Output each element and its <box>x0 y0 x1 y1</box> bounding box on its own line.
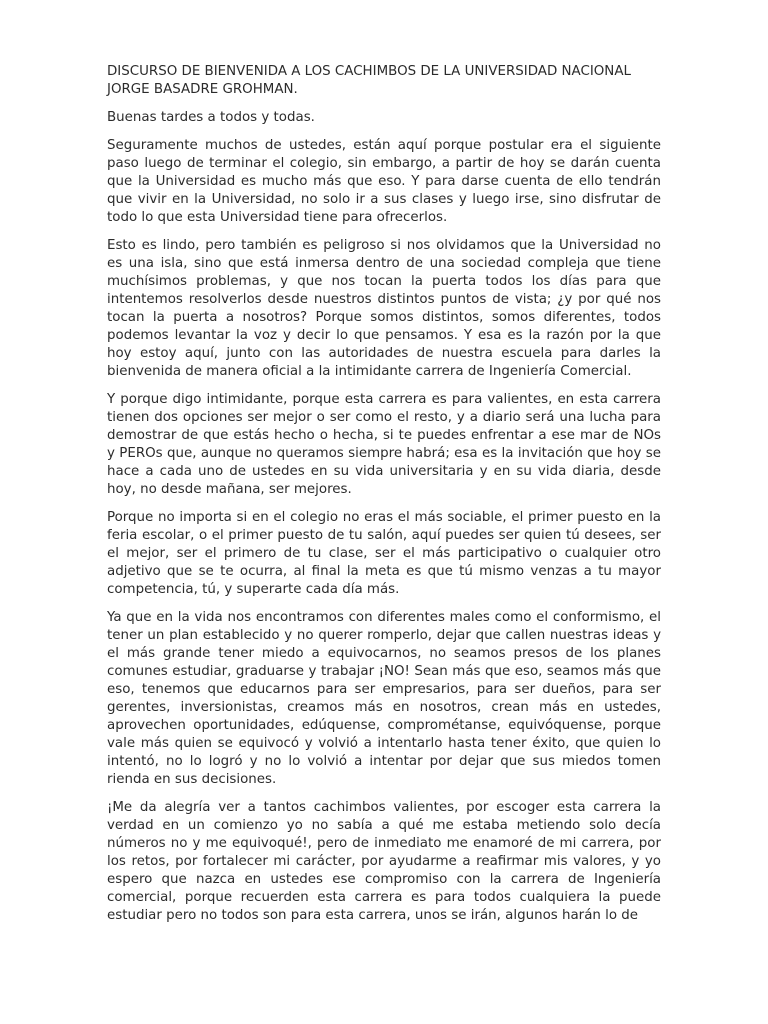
paragraph-1: Seguramente muchos de ustedes, están aquí porque postular era el siguiente paso luego de terminar el colegio, sin embargo, a partir de hoy se darán cuenta que la Universidad es mucho más que eso. Y para darse cuenta de ello tendrán que vivir en la Universidad, no solo ir a sus clases y luego irse, sino disfrutar de todo lo que esta Universidad tiene para ofrecerlos. <box>107 138 661 225</box>
paragraph-3: Y porque digo intimidante, porque esta carrera es para valientes, en esta carrera tienen dos opciones ser mejor o ser como el resto, y a diario será una lucha para demostrar de que estás hecho o hecha, si te puedes enfrentar a ese mar de NOs y PEROs que, aunque no queramos siempre habrá; esa es la invitación que hoy se hace a cada uno de ustedes en su vida universitaria y en su vida diaria, desde hoy, no desde mañana, ser mejores. <box>107 392 661 497</box>
document-title: DISCURSO DE BIENVENIDA A LOS CACHIMBOS DE LA UNIVERSIDAD NACIONAL JORGE BASADRE GROHMAN. <box>107 64 631 97</box>
paragraph-5: Ya que en la vida nos encontramos con diferentes males como el conformismo, el tener un plan establecido y no querer romperlo, dejar que callen nuestras ideas y el más grande tener miedo a equivocarnos, no seamos presos de los planes comunes estudiar, graduarse y trabajar ¡NO! Sean más que eso, seamos más que eso, tenemos que educarnos para ser empresarios, para ser dueños, para ser gerentes, inversionistas, creamos más en nosotros, crean más en ustedes, aprovechen oportunidades, edúquense, comprométanse, equivóquense, porque vale más quien se equivocó y volvió a intentarlo hasta tener éxito, que quien lo intentó, no lo logró y no lo volvió a intentar por dejar que sus miedos tomen rienda en sus decisiones. <box>107 610 661 787</box>
paragraph-6: ¡Me da alegría ver a tantos cachimbos valientes, por escoger esta carrera la verdad en un comienzo yo no sabía a qué me estaba metiendo solo decía números no y me equivoqué!, pero de inmediato me enamoré de mi carrera, por los retos, por fortalecer mi carácter, por ayudarme a reafirmar mis valores, y yo espero que nazca en ustedes ese compromiso con la carrera de Ingeniería comercial, porque recuerden esta carrera es para todos cualquiera la puede estudiar pero no todos son para esta carrera, unos se irán, algunos harán lo de <box>107 800 661 923</box>
paragraph-2: Esto es lindo, pero también es peligroso si nos olvidamos que la Universidad no es una isla, sino que está inmersa dentro de una sociedad compleja que tiene muchísimos problemas, y que nos tocan la puerta todos los días para que intentemos resolverlos desde nuestros distintos puntos de vista; ¿y por qué nos tocan la puerta a nosotros? Porque somos distintos, somos diferentes, todos podemos levantar la voz y decir lo que pensamos. Y esa es la razón por la que hoy estoy aquí, junto con las autoridades de nuestra escuela para darles la bienvenida de manera oficial a la intimidante carrera de Ingeniería Comercial. <box>107 238 661 379</box>
paragraph-4: Porque no importa si en el colegio no eras el más sociable, el primer puesto en la feria escolar, o el primer puesto de tu salón, aquí puedes ser quien tú desees, ser el mejor, ser el primero de tu clase, ser el más participativo o cualquier otro adjetivo que se te ocurra, al final la meta es que tú mismo venzas a tu mayor competencia, tú, y superarte cada día más. <box>107 510 661 597</box>
document-page <box>107 63 661 925</box>
greeting-line: Buenas tardes a todos y todas. <box>107 110 315 125</box>
